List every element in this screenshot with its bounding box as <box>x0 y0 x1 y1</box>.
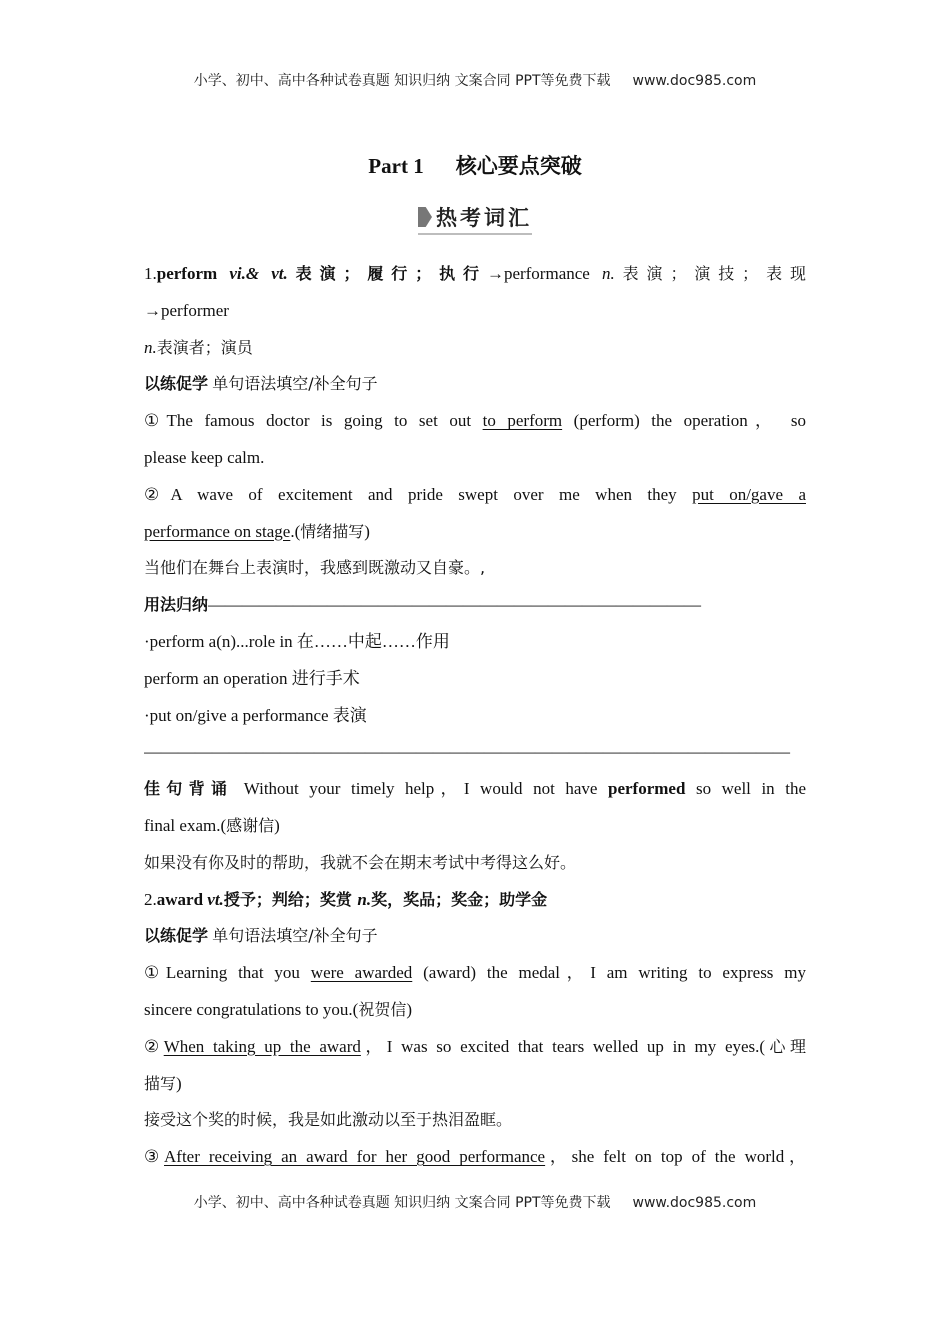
entry1-meaning: 表演；履行；执行 <box>287 264 487 283</box>
entry2-q1-cont: sincere congratulations to you.(祝贺信) <box>144 999 413 1019</box>
arrow-icon: → <box>486 264 504 283</box>
entry1-deriv2-meaning: n.表演者；演员 <box>144 337 253 357</box>
header-url[interactable]: www.doc985.com <box>632 73 757 89</box>
banner-marker-icon <box>418 207 432 227</box>
entry2-q3: ③After receiving an award for her good performance，she felt on top of the world， <box>144 1147 806 1167</box>
divider: —————————————————————————————————————— <box>144 742 790 762</box>
entry1-headline: 1.perform vi.& vt.表演；履行；执行→performance n.表演；演技；表现 <box>144 264 806 283</box>
entry1-word: perform <box>156 264 218 283</box>
entry2-word: award <box>156 889 204 909</box>
part-label: Part 1 <box>368 154 424 178</box>
answer-blank: put on/gave a <box>692 484 806 504</box>
entry1-q2-translation: 当他们在舞台上表演时，我感到既激动又自豪。, <box>144 558 486 578</box>
good-sentence-translation: 如果没有你及时的帮助，我就不会在期末考试中考得这么好。 <box>144 852 577 872</box>
entry1-q1-cont: please keep calm. <box>144 447 265 467</box>
part-title <box>0 150 950 180</box>
entry1-pos: vi.& vt. <box>229 264 288 283</box>
entry2-q1: ①Learning that you were awarded (award) the medal，I am writing to express my <box>144 963 806 983</box>
part-heading: 核心要点突破 <box>455 154 582 178</box>
answer-blank: were awarded <box>310 963 413 983</box>
footer-url[interactable]: www.doc985.com <box>632 1195 757 1211</box>
good-sentence: 佳句背诵 Without your timely help，I would not have performed so well in the <box>144 779 806 799</box>
section-banner <box>0 202 950 235</box>
entry1-q2: ②A wave of excitement and pride swept over me when they put on/gave a <box>144 484 806 504</box>
entry2-q2-translation: 接受这个奖的时候，我是如此激动以至于热泪盈眶。 <box>144 1110 513 1130</box>
entry2-headline: 2.award vt.授予；判给；奖赏 n.奖，奖品；奖金；助学金 <box>144 889 548 909</box>
entry1-practice: 以练促学 单句语法填空/补全句子 <box>144 374 378 394</box>
usage-item: ·put on/give a performance 表演 <box>144 705 367 725</box>
entry2-q2-cont: 描写) <box>144 1073 182 1093</box>
section-title: 热考词汇 <box>436 206 532 230</box>
divider: ————————————————————————————— <box>208 595 702 615</box>
usage-item: ·perform a(n)...role in 在……中起……作用 <box>144 631 450 651</box>
page-footer <box>0 1192 950 1212</box>
entry2-practice: 以练促学 单句语法填空/补全句子 <box>144 926 378 946</box>
answer-blank: performance on stage <box>144 521 291 541</box>
good-sentence-cont: final exam.(感谢信) <box>144 815 280 835</box>
entry1-q2-cont: performance on stage.(情绪描写) <box>144 521 370 541</box>
page-header <box>0 70 950 90</box>
answer-blank: to perform <box>482 411 563 431</box>
entry2-q2: ②When taking up the award，I was so excited that tears welled up in my eyes.(心理 <box>144 1036 806 1056</box>
entry1-deriv2: →performer <box>144 300 229 320</box>
header-text: 小学、初中、高中各种试卷真题 知识归纳 文案合同 PPT等免费下载 <box>193 73 611 89</box>
footer-text: 小学、初中、高中各种试卷真题 知识归纳 文案合同 PPT等免费下载 <box>193 1195 611 1211</box>
answer-blank: When taking up the award <box>163 1036 361 1056</box>
usage-item: perform an operation 进行手术 <box>144 668 360 688</box>
usage-header: 用法归纳————————————————————————————— <box>144 595 702 615</box>
arrow-icon: → <box>144 300 161 320</box>
entry1-q1: ①The famous doctor is going to set out to perform (perform) the operation， so <box>144 411 806 431</box>
document-body <box>144 256 806 1176</box>
answer-blank: After receiving an award for her good performance <box>164 1147 546 1167</box>
